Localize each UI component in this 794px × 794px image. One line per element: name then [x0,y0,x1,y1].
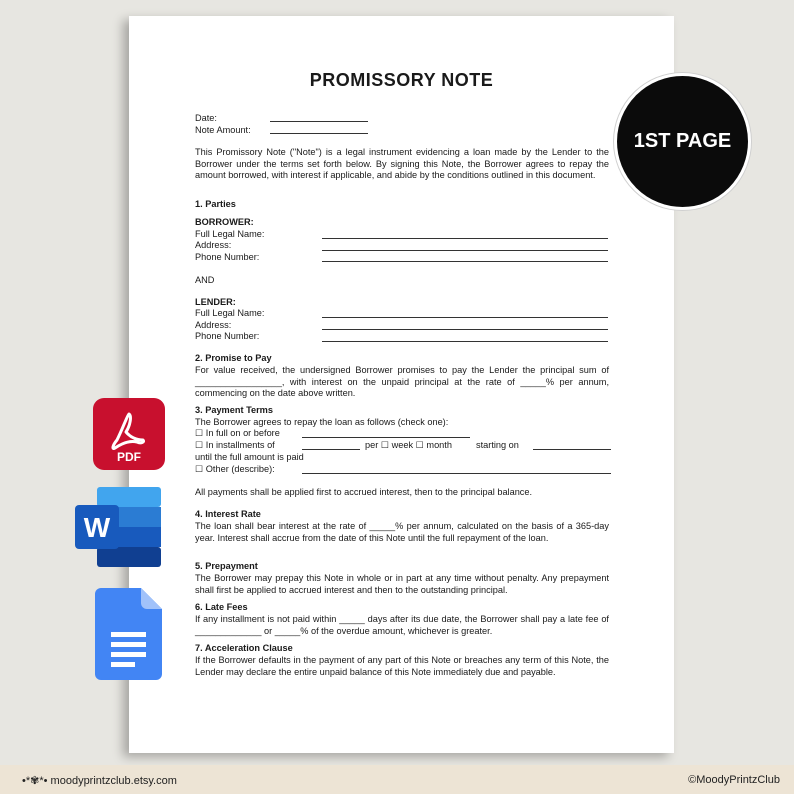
borrower-phone-label: Phone Number: [195,252,260,262]
interest-paragraph: The loan shall bear interest at the rate of _____% per annum, calculated on the basis of a 365-day year. Interest shall accrue from the date of this Note until the full repayment of the loan. [195,521,609,543]
borrower-name-label: Full Legal Name: [195,229,265,239]
full-date-field[interactable] [302,437,470,438]
lender-address-field[interactable] [322,329,608,330]
footer-shop[interactable] [22,774,177,787]
installment-amount-field[interactable] [302,449,360,450]
date-field[interactable] [270,121,368,122]
footer-bar [0,765,794,794]
pdf-icon-label: PDF [117,450,141,464]
pdf-icon [93,398,165,470]
google-docs-icon [95,588,162,680]
borrower-phone-field[interactable] [322,261,608,262]
date-label: Date: [195,113,217,123]
promise-heading: 2. Promise to Pay [195,353,272,363]
until-paid-label: until the full amount is paid [195,452,304,462]
borrower-heading: BORROWER: [195,217,254,227]
lender-name-label: Full Legal Name: [195,308,265,318]
interest-heading: 4. Interest Rate [195,509,261,519]
option-frequency[interactable]: per ☐ week ☐ month [365,440,452,450]
starting-label: starting on [476,440,519,450]
first-page-badge: 1ST PAGE [614,73,751,210]
document-title: PROMISSORY NOTE [309,70,494,90]
late-paragraph: If any installment is not paid within _____ days after its due date, the Borrower shall pay a late fee of _____________ or _____% of the overdue amount, whichever is greater. [195,614,609,636]
lender-address-label: Address: [195,320,232,330]
borrower-address-label: Address: [195,240,232,250]
payment-intro: The Borrower agrees to repay the loan as follows (check one): [195,417,449,427]
late-heading: 6. Late Fees [195,602,248,612]
word-icon [75,487,162,567]
amount-label: Note Amount: [195,125,251,135]
option-full[interactable]: ☐ In full on or before [195,428,280,438]
lender-phone-field[interactable] [322,341,608,342]
borrower-address-field[interactable] [322,250,608,251]
flower-icon: •*✾*• [22,775,48,787]
footer-handle: ©MoodyPrintzClub [688,774,780,786]
option-other[interactable]: ☐ Other (describe): [195,464,275,474]
payments-applied-text: All payments shall be applied first to accrued interest, then to the principal balance. [195,487,533,497]
document-page [129,16,674,753]
option-installments[interactable]: ☐ In installments of [195,440,275,450]
prepay-paragraph: The Borrower may prepay this Note in whole or in part at any time without penalty. Any prepayment shall first be applied to accrued interest and then to the outstanding principal. [195,573,609,595]
amount-field[interactable] [270,133,368,134]
borrower-name-field[interactable] [322,238,608,239]
payment-heading: 3. Payment Terms [195,405,273,415]
and-label: AND [195,275,215,285]
lender-name-field[interactable] [322,317,608,318]
promise-paragraph: For value received, the undersigned Borrower promises to pay the Lender the principal sum of _________________, with interest on the unpaid principal at the rate of _____% per annum, commencing on the date above written. [195,365,609,398]
starting-date-field[interactable] [533,449,611,450]
other-description-field[interactable] [302,473,611,474]
prepay-heading: 5. Prepayment [195,561,258,571]
accel-paragraph: If the Borrower defaults in the payment of any part of this Note or breaches any term of this Note, the Lender may declare the entire unpaid balance of this Note immediately due and payable. [195,655,609,677]
lender-heading: LENDER: [195,297,236,307]
accel-heading: 7. Acceleration Clause [195,643,293,653]
lender-phone-label: Phone Number: [195,331,260,341]
word-icon-label: W [83,512,111,543]
shop-url: moodyprintzclub.etsy.com [50,775,177,787]
parties-heading: 1. Parties [195,199,236,209]
intro-paragraph: This Promissory Note ("Note") is a legal instrument evidencing a loan made by the Lender to the Borrower under the terms set forth below. By signing this Note, the Borrower agrees to repay the amount borrowed, with interest if applicable, and abide by the conditions outlined in this document. [195,147,609,180]
